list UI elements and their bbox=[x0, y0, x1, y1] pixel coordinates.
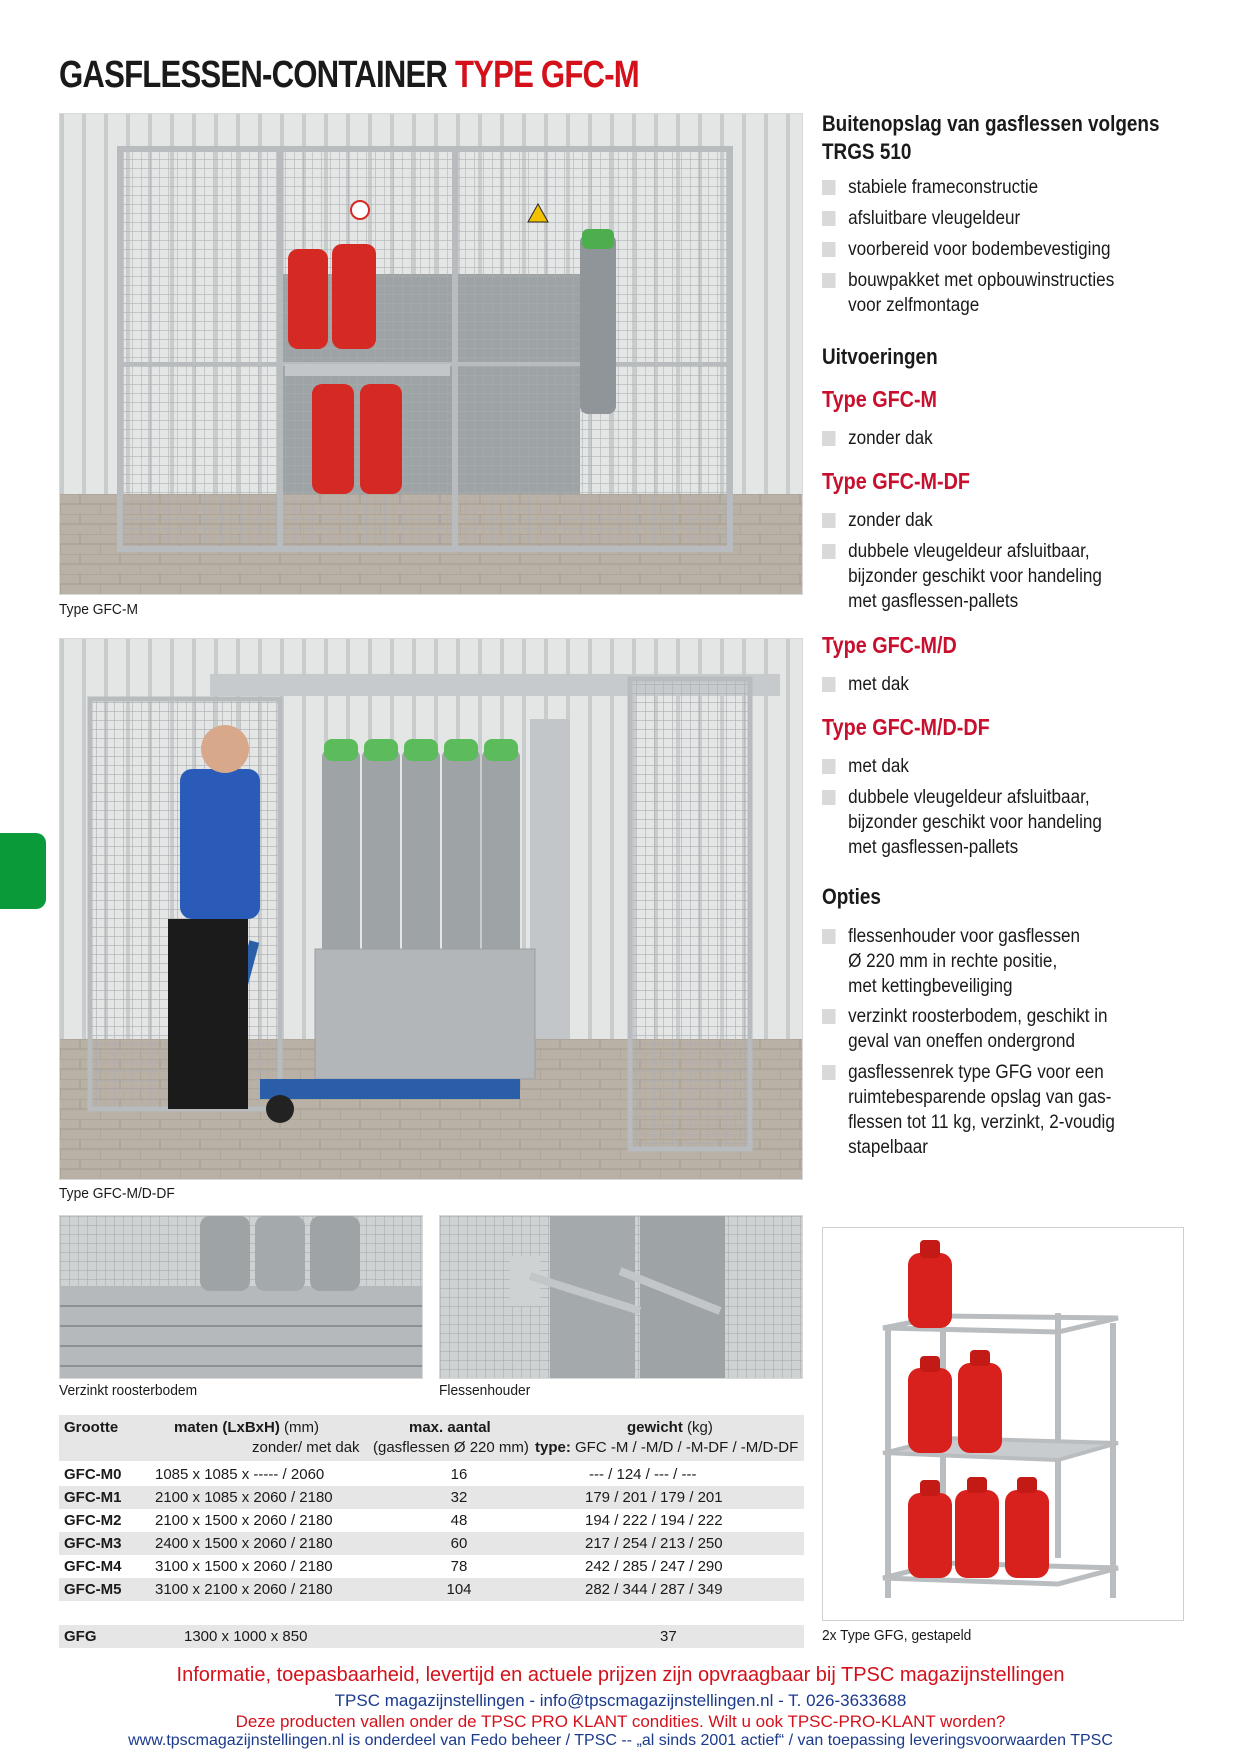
bullet-square-icon bbox=[822, 513, 836, 528]
caption-flessenhouder: Flessenhouder bbox=[439, 1382, 531, 1399]
bullet-square-icon bbox=[822, 1009, 836, 1024]
header-dim-sub: zonder/ met dak bbox=[252, 1439, 360, 1456]
table-row: GFC-M4 3100 x 1500 x 2060 / 2180 78 242 / 285 / 247 / 290 bbox=[64, 1558, 723, 1575]
bullet-square-icon bbox=[822, 790, 836, 805]
photo-gfc-m-illustration bbox=[60, 114, 802, 594]
caption-gfc-m: Type GFC-M bbox=[59, 601, 138, 618]
header-size: Grootte bbox=[64, 1419, 119, 1436]
roosterbodem-illustration bbox=[60, 1216, 422, 1378]
gfg-rack-illustration bbox=[823, 1228, 1183, 1620]
footer-info: Informatie, toepasbaarheid, levertijd en actuele prijzen zijn opvraagbaar bij TPSC magazijnstellingen bbox=[176, 1664, 1065, 1686]
table-header bbox=[59, 1415, 804, 1461]
caption-roosterbodem: Verzinkt roosterbodem bbox=[59, 1382, 198, 1399]
table-row: GFC-M2 2100 x 1500 x 2060 / 2180 48 194 / 222 / 194 / 222 bbox=[64, 1512, 723, 1529]
bullet-square-icon bbox=[822, 431, 836, 446]
options-bullets: flessenhouder voor gasflessen Ø 220 mm in rechte positie, met kettingbeveiliging verzinkt roosterbodem, geschikt in geval van oneffen ondergrond gasflessenrek type GFG voor een ruimtebesparende opslag van gas- flessen tot 11 kg, verzinkt, 2-voudig stapelbaar bbox=[822, 924, 1182, 1164]
options-heading: Opties bbox=[822, 884, 881, 909]
bullet-square-icon bbox=[822, 677, 836, 692]
table-row: GFC-M5 3100 x 2100 x 2060 / 2180 104 282 / 344 / 287 / 349 bbox=[59, 1578, 804, 1601]
variant-gfc-m-df-bullets: zonder dak dubbele vleugeldeur afsluitbaar, bijzonder geschikt voor handeling met gasflessen-pallets bbox=[822, 508, 1182, 618]
bullet-square-icon bbox=[822, 929, 836, 944]
footer-contact[interactable]: TPSC magazijnstellingen - info@tpscmagazijnstellingen.nl - T. 026-3633688 bbox=[334, 1691, 907, 1710]
intro-heading: Buitenopslag van gasflessen volgens TRGS 510 bbox=[822, 111, 1160, 164]
header-count: max. aantal bbox=[409, 1419, 491, 1436]
photo-gfg-rack bbox=[822, 1227, 1184, 1621]
table-row: GFC-M3 2400 x 1500 x 2060 / 2180 60 217 / 254 / 213 / 250 bbox=[59, 1532, 804, 1555]
variant-gfc-m-d-df-bullets: met dak dubbele vleugeldeur afsluitbaar, bijzonder geschikt voor handeling met gasflessen-pallets bbox=[822, 754, 1182, 864]
bullet-square-icon bbox=[822, 273, 836, 288]
page-title bbox=[59, 54, 639, 97]
photo-gfc-m-d-df-illustration bbox=[60, 639, 802, 1179]
table-row-gfg: GFG 1300 x 1000 x 850 37 bbox=[59, 1625, 804, 1648]
bullet-square-icon bbox=[822, 1065, 836, 1080]
caption-gfg: 2x Type GFG, gestapeld bbox=[822, 1627, 972, 1644]
variant-gfc-m-df: Type GFC-M-DF bbox=[822, 468, 970, 494]
bullet-square-icon bbox=[822, 211, 836, 226]
variant-gfc-m-d: Type GFC-M/D bbox=[822, 632, 957, 658]
footer-pro-klant: Deze producten vallen onder de TPSC PRO KLANT condities. Wilt u ook TPSC-PRO-KLANT worden? bbox=[235, 1712, 1006, 1731]
table-row: GFC-M1 2100 x 1085 x 2060 / 2180 32 179 / 201 / 179 / 201 bbox=[59, 1486, 804, 1509]
bullet-square-icon bbox=[822, 759, 836, 774]
header-weight: gewicht (kg) bbox=[627, 1419, 713, 1436]
footer-website[interactable]: www.tpscmagazijnstellingen.nl is onderdeel van Fedo beheer / TPSC -- „al sinds 2001 actief“ / van toepassing leveringsvoorwaarden TPSC bbox=[128, 1732, 1113, 1749]
variant-gfc-m: Type GFC-M bbox=[822, 386, 938, 412]
variant-gfc-m-d-bullets: met dak bbox=[822, 672, 1182, 702]
bullet-square-icon bbox=[822, 242, 836, 257]
variants-heading: Uitvoeringen bbox=[822, 344, 938, 369]
bullet-square-icon bbox=[822, 180, 836, 195]
bullet-square-icon bbox=[822, 544, 836, 559]
photo-gfc-m-d-df bbox=[59, 638, 803, 1180]
photo-flessenhouder bbox=[439, 1215, 803, 1379]
header-dim: maten (LxBxH) (mm) bbox=[174, 1419, 320, 1436]
title-type: TYPE GFC-M bbox=[454, 54, 639, 96]
size-table bbox=[59, 1415, 804, 1660]
header-type: type: GFC -M / -M/D / -M-DF / -M/D-DF bbox=[535, 1439, 799, 1456]
variant-gfc-m-bullets: zonder dak bbox=[822, 426, 1182, 456]
caption-gfc-m-d-df: Type GFC-M/D-DF bbox=[59, 1185, 175, 1202]
photo-roosterbodem bbox=[59, 1215, 423, 1379]
flessenhouder-illustration bbox=[440, 1216, 802, 1378]
section-tab[interactable] bbox=[0, 833, 46, 909]
intro-section: Buitenopslag van gasflessen volgens TRGS 510 stabiele frameconstructie afsluitbare vleugeldeur voorbereid voor bodembevestiging bouwpakket met opbouwinstructies voor zelfmontage bbox=[822, 110, 1182, 320]
variant-gfc-m-d-df: Type GFC-M/D-DF bbox=[822, 714, 990, 740]
table-row: GFC-M0 1085 x 1085 x ----- / 2060 16 --- / 124 / --- / --- bbox=[64, 1466, 697, 1483]
title-main: GASFLESSEN-CONTAINER bbox=[59, 54, 455, 96]
header-count-sub: (gasflessen Ø 220 mm) bbox=[373, 1439, 529, 1456]
photo-gfc-m bbox=[59, 113, 803, 595]
